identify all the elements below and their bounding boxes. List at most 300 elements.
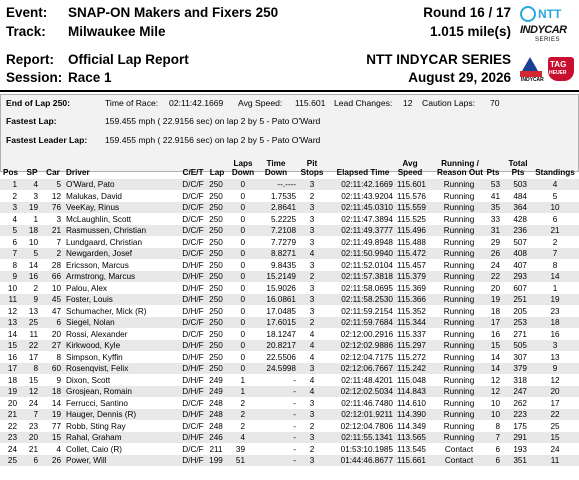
header-divider xyxy=(0,90,579,92)
cell-cet: D/C/F xyxy=(182,249,204,258)
cell-elapsed: 02:11:46.7480 xyxy=(341,398,393,408)
cell-sp: 15 xyxy=(28,375,38,385)
cell-elapsed: 02:11:43.9204 xyxy=(341,191,393,201)
cell-lap: 250 xyxy=(209,180,223,189)
col-pos: Pos xyxy=(3,168,19,177)
cell-cet: D/C/F xyxy=(182,421,204,431)
table-row xyxy=(0,294,579,305)
cell-status: Running xyxy=(443,226,475,235)
cell-pts: 10 xyxy=(490,398,500,408)
table-row xyxy=(0,179,579,190)
cell-sp: 16 xyxy=(28,272,38,281)
cell-total-pts: 271 xyxy=(513,329,527,339)
cell-pos: 20 xyxy=(7,398,17,408)
cell-car: 27 xyxy=(51,341,61,350)
table-row xyxy=(0,363,579,374)
cell-time-down: 5.2225 xyxy=(270,214,296,224)
table-row xyxy=(0,237,579,248)
cell-car: 7 xyxy=(56,237,61,247)
cell-status: Running xyxy=(443,375,475,385)
cell-time-down: 18.1247 xyxy=(266,329,296,339)
cell-pos: 2 xyxy=(12,191,17,201)
cell-pit-stops: 3 xyxy=(309,260,315,270)
cell-pit-stops: 3 xyxy=(309,226,315,235)
cell-elapsed: 02:12:04.7806 xyxy=(340,421,393,431)
cell-avg-speed: 115.488 xyxy=(397,237,426,247)
cell-lap: 248 xyxy=(209,398,223,408)
cell-pit-stops: 4 xyxy=(309,341,315,350)
cell-time-down: 15.9026 xyxy=(266,283,296,293)
cell-car: 47 xyxy=(51,306,61,316)
cell-laps-down: 4 xyxy=(240,433,245,442)
cell-pos: 11 xyxy=(8,295,17,304)
lead-changes: 12 xyxy=(403,98,413,108)
cell-driver: Rasmussen, Christian xyxy=(66,226,147,235)
col-pts: Pts xyxy=(486,168,500,177)
cell-elapsed: 02:11:58.2530 xyxy=(341,295,393,304)
cell-lap: 250 xyxy=(209,306,223,316)
cell-elapsed: 02:11:52.0104 xyxy=(341,260,393,270)
cell-avg-speed: 115.344 xyxy=(397,318,426,327)
track-length: 1.015 mile(s) xyxy=(429,24,511,39)
cell-pts: 14 xyxy=(490,364,500,373)
cell-pts: 26 xyxy=(490,249,500,258)
cell-status: Running xyxy=(443,180,475,189)
cell-pit-stops: 3 xyxy=(309,283,315,293)
time-of-race-label: Time of Race: xyxy=(105,98,159,108)
cell-total-pts: 253 xyxy=(513,318,527,327)
cell-car: 76 xyxy=(51,203,61,212)
report-name: Official Lap Report xyxy=(68,52,189,67)
cell-car: 20 xyxy=(51,329,61,339)
cell-avg-speed: 113.545 xyxy=(397,444,426,454)
cell-pts: 20 xyxy=(490,283,500,293)
cell-pts: 35 xyxy=(490,203,500,212)
cell-cet: D/H/F xyxy=(182,341,204,350)
cell-pts: 12 xyxy=(490,387,500,396)
cell-sp: 10 xyxy=(28,237,38,247)
cell-car: 21 xyxy=(51,226,61,235)
col-laps-down: Laps Down xyxy=(231,159,255,177)
cell-laps-down: 0 xyxy=(240,329,245,339)
fastest-leader-lap-label: Fastest Leader Lap: xyxy=(6,135,88,145)
cell-car: 9 xyxy=(56,375,61,385)
table-row xyxy=(0,329,579,340)
cell-laps-down: 0 xyxy=(240,214,245,224)
cell-cet: D/H/F xyxy=(182,283,204,293)
cell-standings: 6 xyxy=(552,214,558,224)
cell-laps-down: 0 xyxy=(240,295,245,304)
cell-elapsed: 02:12:01.9211 xyxy=(341,410,393,419)
cell-cet: D/H/F xyxy=(182,260,204,270)
cell-status: Contact xyxy=(444,456,474,465)
time-of-race: 02:11:42.1669 xyxy=(169,98,224,108)
cell-lap: 250 xyxy=(209,249,223,258)
cell-elapsed: 02:11:42.1669 xyxy=(341,180,393,189)
cell-pts: 15 xyxy=(490,341,500,350)
cell-sp: 20 xyxy=(28,433,38,442)
cell-sp: 14 xyxy=(28,260,38,270)
cell-lap: 250 xyxy=(209,260,223,270)
cell-avg-speed: 115.242 xyxy=(397,364,426,373)
fastest-lap-label: Fastest Lap: xyxy=(6,116,57,126)
cell-lap: 250 xyxy=(209,341,223,350)
cell-time-down: --.---- xyxy=(277,180,296,189)
cell-elapsed: 02:12:02.9886 xyxy=(340,341,393,350)
cell-elapsed: 02:11:49.3777 xyxy=(341,226,393,235)
cell-standings: 19 xyxy=(550,295,560,304)
cell-status: Running xyxy=(443,352,475,362)
cell-car: 26 xyxy=(51,456,61,465)
cell-standings: 13 xyxy=(550,352,560,362)
cell-standings: 10 xyxy=(550,203,560,212)
cell-total-pts: 223 xyxy=(513,410,527,419)
cell-standings: 22 xyxy=(550,410,560,419)
cell-time-down: 1.7535 xyxy=(270,191,296,201)
cell-pos: 12 xyxy=(7,306,17,316)
cell-cet: D/H/F xyxy=(182,364,204,373)
cell-elapsed: 02:12:06.7667 xyxy=(340,364,393,373)
cell-standings: 4 xyxy=(552,180,558,189)
cell-driver: Newgarden, Josef xyxy=(66,249,132,258)
cell-driver: Collet, Caio (R) xyxy=(66,444,122,454)
cell-sp: 2 xyxy=(33,283,38,293)
cell-pit-stops: 2 xyxy=(309,191,315,201)
cell-avg-speed: 115.661 xyxy=(397,456,426,465)
cell-driver: Siegel, Nolan xyxy=(66,318,115,327)
cell-laps-down: 2 xyxy=(240,421,245,431)
fastest-leader-lap: 159.455 mph ( 22.9156 sec) on lap 2 by 5 - Pato O'Ward xyxy=(105,135,321,145)
cell-laps-down: 39 xyxy=(235,444,245,454)
track-row xyxy=(6,24,166,39)
table-row xyxy=(0,375,579,386)
cell-total-pts: 293 xyxy=(513,272,527,281)
cell-standings: 16 xyxy=(550,329,560,339)
col-lap: Lap xyxy=(209,168,225,177)
cell-car: 18 xyxy=(51,387,61,396)
cell-laps-down: 0 xyxy=(240,203,245,212)
cell-standings: 15 xyxy=(550,433,560,442)
cell-pts: 41 xyxy=(490,191,500,201)
cell-time-down: 20.8217 xyxy=(266,341,296,350)
cell-status: Running xyxy=(443,249,475,258)
cell-sp: 3 xyxy=(33,191,38,201)
cell-sp: 1 xyxy=(33,214,38,224)
cell-laps-down: 2 xyxy=(240,410,245,419)
cell-standings: 5 xyxy=(552,191,558,201)
cell-time-down: 2.8641 xyxy=(270,203,296,212)
cell-pts: 18 xyxy=(490,306,500,316)
cell-elapsed: 02:11:59.2154 xyxy=(341,306,393,316)
cell-sp: 17 xyxy=(28,352,38,362)
cell-laps-down: 1 xyxy=(240,375,245,385)
cell-laps-down: 0 xyxy=(240,249,245,258)
report-header xyxy=(0,0,579,83)
cell-pos: 18 xyxy=(7,375,17,385)
cell-sp: 18 xyxy=(28,226,38,235)
cell-cet: D/H/F xyxy=(182,295,204,304)
cell-driver: Palou, Alex xyxy=(66,283,107,293)
cell-standings: 14 xyxy=(550,272,560,281)
cell-car: 8 xyxy=(56,352,61,362)
cell-driver: Malukas, David xyxy=(66,191,122,201)
cell-pit-stops: 3 xyxy=(309,203,315,212)
col-standings: Standings xyxy=(535,168,575,177)
cell-pos: 14 xyxy=(7,329,17,339)
cell-pts: 53 xyxy=(490,180,500,189)
cell-status: Running xyxy=(443,421,475,431)
cell-status: Running xyxy=(443,410,475,419)
cell-elapsed: 02:11:49.8948 xyxy=(341,237,393,247)
cell-avg-speed: 115.379 xyxy=(397,272,426,281)
cell-standings: 1 xyxy=(552,283,558,293)
cell-pit-stops: 2 xyxy=(309,318,315,327)
cell-driver: Lundgaard, Christian xyxy=(66,237,143,247)
cell-lap: 250 xyxy=(209,329,223,339)
cell-laps-down: 0 xyxy=(240,191,245,201)
table-row xyxy=(0,214,579,225)
cell-pts: 24 xyxy=(490,260,500,270)
cell-lap: 250 xyxy=(209,191,223,201)
cell-elapsed: 02:11:59.7684 xyxy=(341,318,393,327)
cell-pos: 13 xyxy=(7,318,17,327)
cell-avg-speed: 114.390 xyxy=(397,410,426,419)
results-table xyxy=(0,179,579,469)
cell-sp: 24 xyxy=(28,398,38,408)
cell-cet: D/C/F xyxy=(182,237,204,247)
cell-laps-down: 0 xyxy=(240,180,245,189)
cell-sp: 4 xyxy=(33,180,38,189)
cell-pit-stops: 4 xyxy=(309,329,315,339)
cell-status: Running xyxy=(443,387,475,396)
cell-pit-stops: 3 xyxy=(309,433,315,442)
cell-pit-stops: 3 xyxy=(309,364,315,373)
cell-pos: 17 xyxy=(7,364,17,373)
cell-status: Running xyxy=(443,341,475,350)
cell-lap: 250 xyxy=(209,283,223,293)
cell-standings: 25 xyxy=(550,421,560,431)
cell-total-pts: 262 xyxy=(513,398,527,408)
cell-sp: 8 xyxy=(33,364,38,373)
col-pit-stops: Pit Stops xyxy=(300,159,324,177)
cell-status: Running xyxy=(443,203,475,212)
table-row xyxy=(0,283,579,294)
table-row xyxy=(0,340,579,351)
cell-pos: 22 xyxy=(7,421,17,431)
cell-driver: Rosenqvist, Felix xyxy=(66,364,129,373)
cell-pos: 10 xyxy=(7,283,17,293)
cell-status: Running xyxy=(443,295,475,304)
cell-elapsed: 02:11:50.9940 xyxy=(341,249,393,258)
cell-pos: 16 xyxy=(7,352,17,362)
col-sp: SP xyxy=(26,168,38,177)
table-row xyxy=(0,225,579,236)
cell-pos: 1 xyxy=(12,180,17,189)
cell-time-down: 8.8271 xyxy=(270,249,296,258)
cell-total-pts: 175 xyxy=(513,421,527,431)
cell-lap: 248 xyxy=(209,421,223,431)
cell-pts: 10 xyxy=(490,410,500,419)
cell-driver: Ericsson, Marcus xyxy=(66,260,129,270)
end-of-lap-label: End of Lap 250: xyxy=(6,98,70,108)
col-time-down: Time Down xyxy=(264,159,288,177)
cell-pos: 5 xyxy=(12,226,17,235)
cell-time-down: 24.5998 xyxy=(266,364,296,373)
cell-avg-speed: 115.601 xyxy=(397,180,426,189)
cell-pit-stops: 3 xyxy=(309,237,315,247)
race-date: August 29, 2026 xyxy=(408,70,511,85)
col-elapsed: Elapsed Time xyxy=(336,168,390,177)
cell-time-down: - xyxy=(293,456,296,465)
cell-total-pts: 507 xyxy=(513,237,527,247)
cell-sp: 25 xyxy=(28,318,38,327)
cell-lap: 250 xyxy=(209,237,223,247)
cell-standings: 11 xyxy=(550,456,560,465)
cell-laps-down: 0 xyxy=(240,272,245,281)
cell-pos: 7 xyxy=(12,249,17,258)
cell-standings: 9 xyxy=(552,364,558,373)
cell-elapsed: 02:12:04.7175 xyxy=(340,352,393,362)
table-row xyxy=(0,409,579,420)
cell-sp: 6 xyxy=(33,456,38,465)
cell-time-down: - xyxy=(293,398,296,408)
cell-car: 66 xyxy=(51,272,61,281)
cell-standings: 8 xyxy=(552,260,558,270)
cell-status: Running xyxy=(443,191,475,201)
cell-pos: 8 xyxy=(12,260,17,270)
cell-car: 4 xyxy=(56,444,61,454)
cell-time-down: 15.2149 xyxy=(266,272,296,281)
cell-pos: 24 xyxy=(7,444,17,454)
cell-pit-stops: 4 xyxy=(309,375,315,385)
cell-pts: 6 xyxy=(495,456,500,465)
cell-driver: O'Ward, Pato xyxy=(66,180,115,189)
cell-driver: Foster, Louis xyxy=(66,295,113,304)
cell-cet: D/H/F xyxy=(182,352,204,362)
cell-elapsed: 02:11:48.4201 xyxy=(341,375,393,385)
report-row xyxy=(6,52,189,67)
cell-sp: 22 xyxy=(28,341,38,350)
cell-cet: D/C/F xyxy=(182,444,204,454)
cell-cet: D/C/F xyxy=(182,191,204,201)
indycar-logo: INDYCAR xyxy=(520,57,542,83)
cell-pts: 12 xyxy=(490,375,500,385)
cell-avg-speed: 115.496 xyxy=(397,226,426,235)
cell-avg-speed: 115.337 xyxy=(397,329,426,339)
cell-total-pts: 318 xyxy=(513,375,527,385)
cell-pos: 15 xyxy=(7,341,17,350)
cell-status: Running xyxy=(443,306,475,316)
cell-lap: 248 xyxy=(209,410,223,419)
cell-status: Contact xyxy=(444,444,474,454)
cell-pts: 33 xyxy=(490,214,500,224)
cell-standings: 12 xyxy=(550,375,560,385)
cell-avg-speed: 115.048 xyxy=(397,375,426,385)
table-row xyxy=(0,432,579,443)
cell-pit-stops: 2 xyxy=(309,421,315,431)
cell-elapsed: 02:11:55.1341 xyxy=(341,433,393,442)
avg-speed-label: Avg Speed: xyxy=(238,98,283,108)
cell-time-down: - xyxy=(293,410,296,419)
cell-standings: 18 xyxy=(550,318,560,327)
cell-standings: 21 xyxy=(550,226,560,235)
cell-elapsed: 02:11:58.0695 xyxy=(341,283,393,293)
cell-avg-speed: 115.525 xyxy=(397,214,426,224)
cell-total-pts: 407 xyxy=(513,260,527,270)
cell-avg-speed: 115.366 xyxy=(397,295,426,304)
cell-car: 5 xyxy=(56,180,61,189)
cell-time-down: 9.8435 xyxy=(270,260,296,270)
cell-pit-stops: 3 xyxy=(309,456,315,465)
cell-pit-stops: 3 xyxy=(309,398,315,408)
col-avg-speed: Avg Speed xyxy=(397,159,423,177)
cell-total-pts: 379 xyxy=(513,364,527,373)
cell-total-pts: 505 xyxy=(513,341,527,350)
cell-time-down: - xyxy=(293,433,296,442)
cell-avg-speed: 115.472 xyxy=(397,249,426,258)
cell-driver: Robb, Sting Ray xyxy=(66,421,126,431)
cell-driver: Rahal, Graham xyxy=(66,433,122,442)
cell-sp: 21 xyxy=(28,444,38,454)
cell-driver: VeeKay, Rinus xyxy=(66,203,120,212)
cell-status: Running xyxy=(443,318,475,327)
cell-laps-down: 0 xyxy=(240,260,245,270)
cell-cet: D/C/F xyxy=(182,318,204,327)
cell-total-pts: 205 xyxy=(513,306,527,316)
cell-elapsed: 02:12:00.2916 xyxy=(340,329,393,339)
table-row xyxy=(0,271,579,282)
cell-cet: D/H/F xyxy=(182,306,204,316)
cell-pos: 4 xyxy=(12,214,17,224)
cell-avg-speed: 115.272 xyxy=(397,352,426,362)
cell-sp: 12 xyxy=(28,387,38,396)
cell-pos: 19 xyxy=(7,387,17,396)
cell-laps-down: 2 xyxy=(240,398,245,408)
cell-sp: 5 xyxy=(33,249,38,258)
cell-driver: Rossi, Alexander xyxy=(66,329,128,339)
cell-laps-down: 0 xyxy=(240,283,245,293)
cell-pts: 14 xyxy=(490,352,500,362)
cell-pts: 29 xyxy=(490,237,500,247)
cell-laps-down: 0 xyxy=(240,341,245,350)
cell-laps-down: 0 xyxy=(240,226,245,235)
cell-cet: D/C/F xyxy=(182,226,204,235)
round: Round 16 / 17 xyxy=(423,5,511,20)
cell-lap: 211 xyxy=(209,444,223,454)
cell-driver: Hauger, Dennis (R) xyxy=(66,410,137,419)
cell-pts: 22 xyxy=(490,272,500,281)
table-row xyxy=(0,306,579,317)
track-name: Milwaukee Mile xyxy=(68,24,166,39)
cell-pit-stops: 4 xyxy=(309,352,315,362)
cell-time-down: 17.6015 xyxy=(266,318,296,327)
cell-cet: D/C/F xyxy=(182,214,204,224)
cell-standings: 20 xyxy=(550,387,560,396)
cell-pit-stops: 2 xyxy=(309,272,315,281)
session-name: Race 1 xyxy=(68,70,112,85)
cell-time-down: 7.7279 xyxy=(270,237,296,247)
cell-status: Running xyxy=(443,272,475,281)
col-car: Car xyxy=(46,168,60,177)
cell-cet: D/H/F xyxy=(182,456,204,465)
table-row xyxy=(0,191,579,202)
cell-pit-stops: 3 xyxy=(309,180,315,189)
cell-car: 45 xyxy=(51,295,61,304)
cell-avg-speed: 115.352 xyxy=(397,306,426,316)
cell-car: 60 xyxy=(51,364,61,373)
cell-standings: 17 xyxy=(550,398,560,408)
cell-lap: 199 xyxy=(209,456,223,465)
